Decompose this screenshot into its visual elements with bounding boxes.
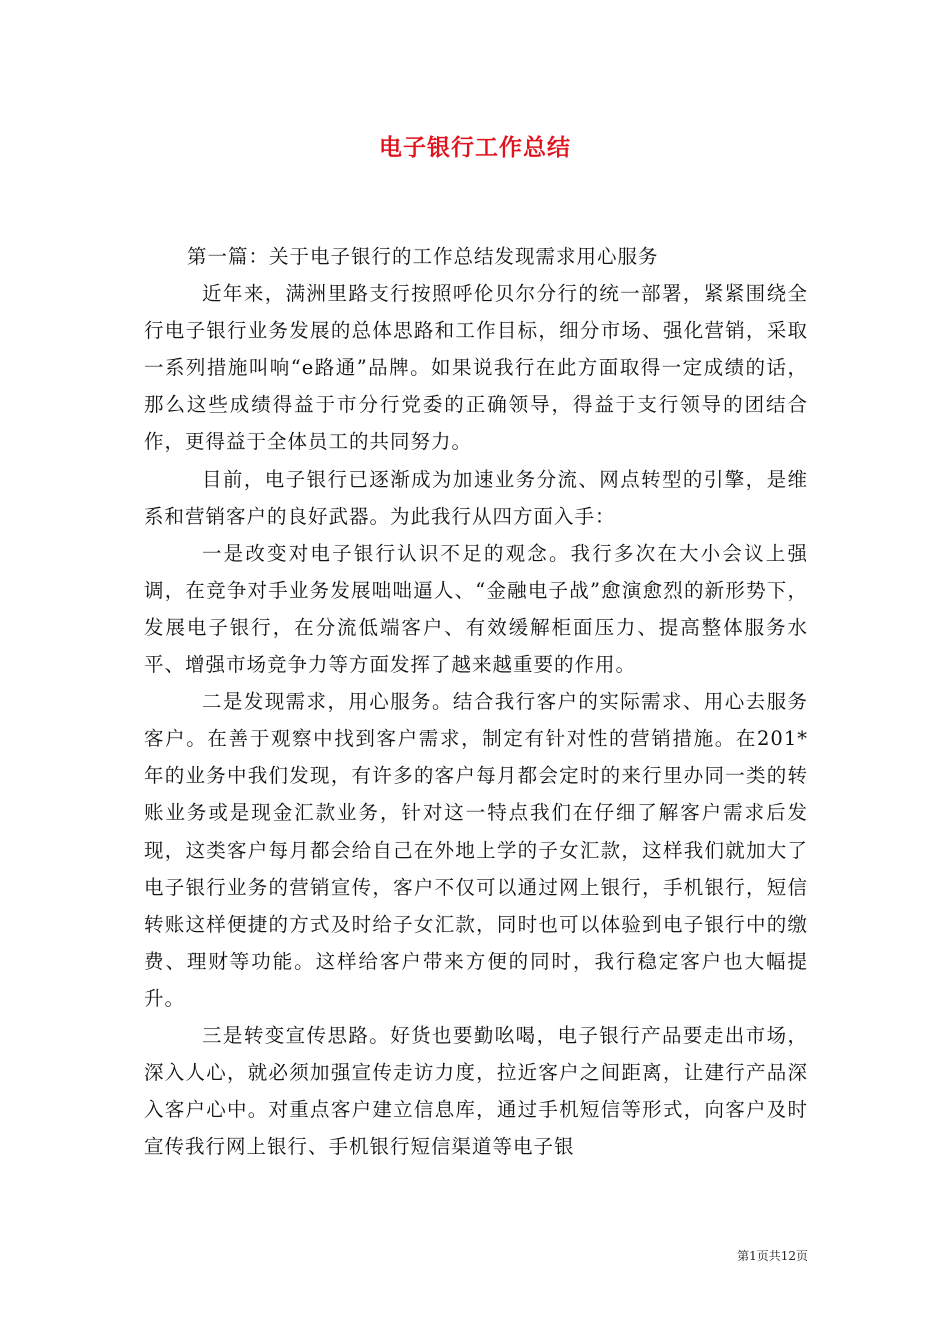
- page-title: 电子银行工作总结: [379, 134, 571, 161]
- paragraph-point-one: 一是改变对电子银行认识不足的观念。我行多次在大小会议上强调，在竞争对手业务发展咄咄逼人、“金融电子战”愈演愈烈的新形势下，发展电子银行，在分流低端客户、有效缓解柜面压力、提高整体服务水平、增强市场竞争力等方面发挥了越来越重要的作用。: [144, 541, 808, 677]
- paragraph-point-two: 二是发现需求，用心服务。结合我行客户的实际需求、用心去服务客户。在善于观察中找到客户需求，制定有针对性的营销措施。在201*年的业务中我们发现，有许多的客户每月都会定时的来行里办同一类的转账业务或是现金汇款业务，针对这一特点我们在仔细了解客户需求后发现，这类客户每月都会给自己在外地上学的子女汇款，这样我们就加大了电子银行业务的营销宣传，客户不仅可以通过网上银行，手机银行，短信转账这样便捷的方式及时给子女汇款，同时也可以体验到电子银行中的缴费、理财等功能。这样给客户带来方便的同时，我行稳定客户也大幅提升。: [144, 690, 808, 1010]
- document-body: [144, 238, 808, 1165]
- paragraph-overview: 目前，电子银行已逐渐成为加速业务分流、网点转型的引擎，是维系和营销客户的良好武器。为此我行从四方面入手：: [144, 467, 808, 528]
- paragraph-intro: 近年来，满洲里路支行按照呼伦贝尔分行的统一部署，紧紧围绕全行电子银行业务发展的总体思路和工作目标，细分市场、强化营销，采取一系列措施叫响“e路通”品牌。如果说我行在此方面取得一定成绩的话，那么这些成绩得益于市分行党委的正确领导，得益于支行领导的团结合作，更得益于全体员工的共同努力。: [144, 282, 808, 454]
- section-heading: 第一篇：关于电子银行的工作总结发现需求用心服务: [187, 245, 659, 268]
- paragraph-point-three: 三是转变宣传思路。好货也要勤吆喝，电子银行产品要走出市场，深入人心，就必须加强宣传走访力度，拉近客户之间距离，让建行产品深入客户心中。对重点客户建立信息库，通过手机短信等形式，向客户及时宣传我行网上银行、手机银行短信渠道等电子银: [144, 1023, 808, 1159]
- page-number: 第1页共12页: [737, 1249, 808, 1263]
